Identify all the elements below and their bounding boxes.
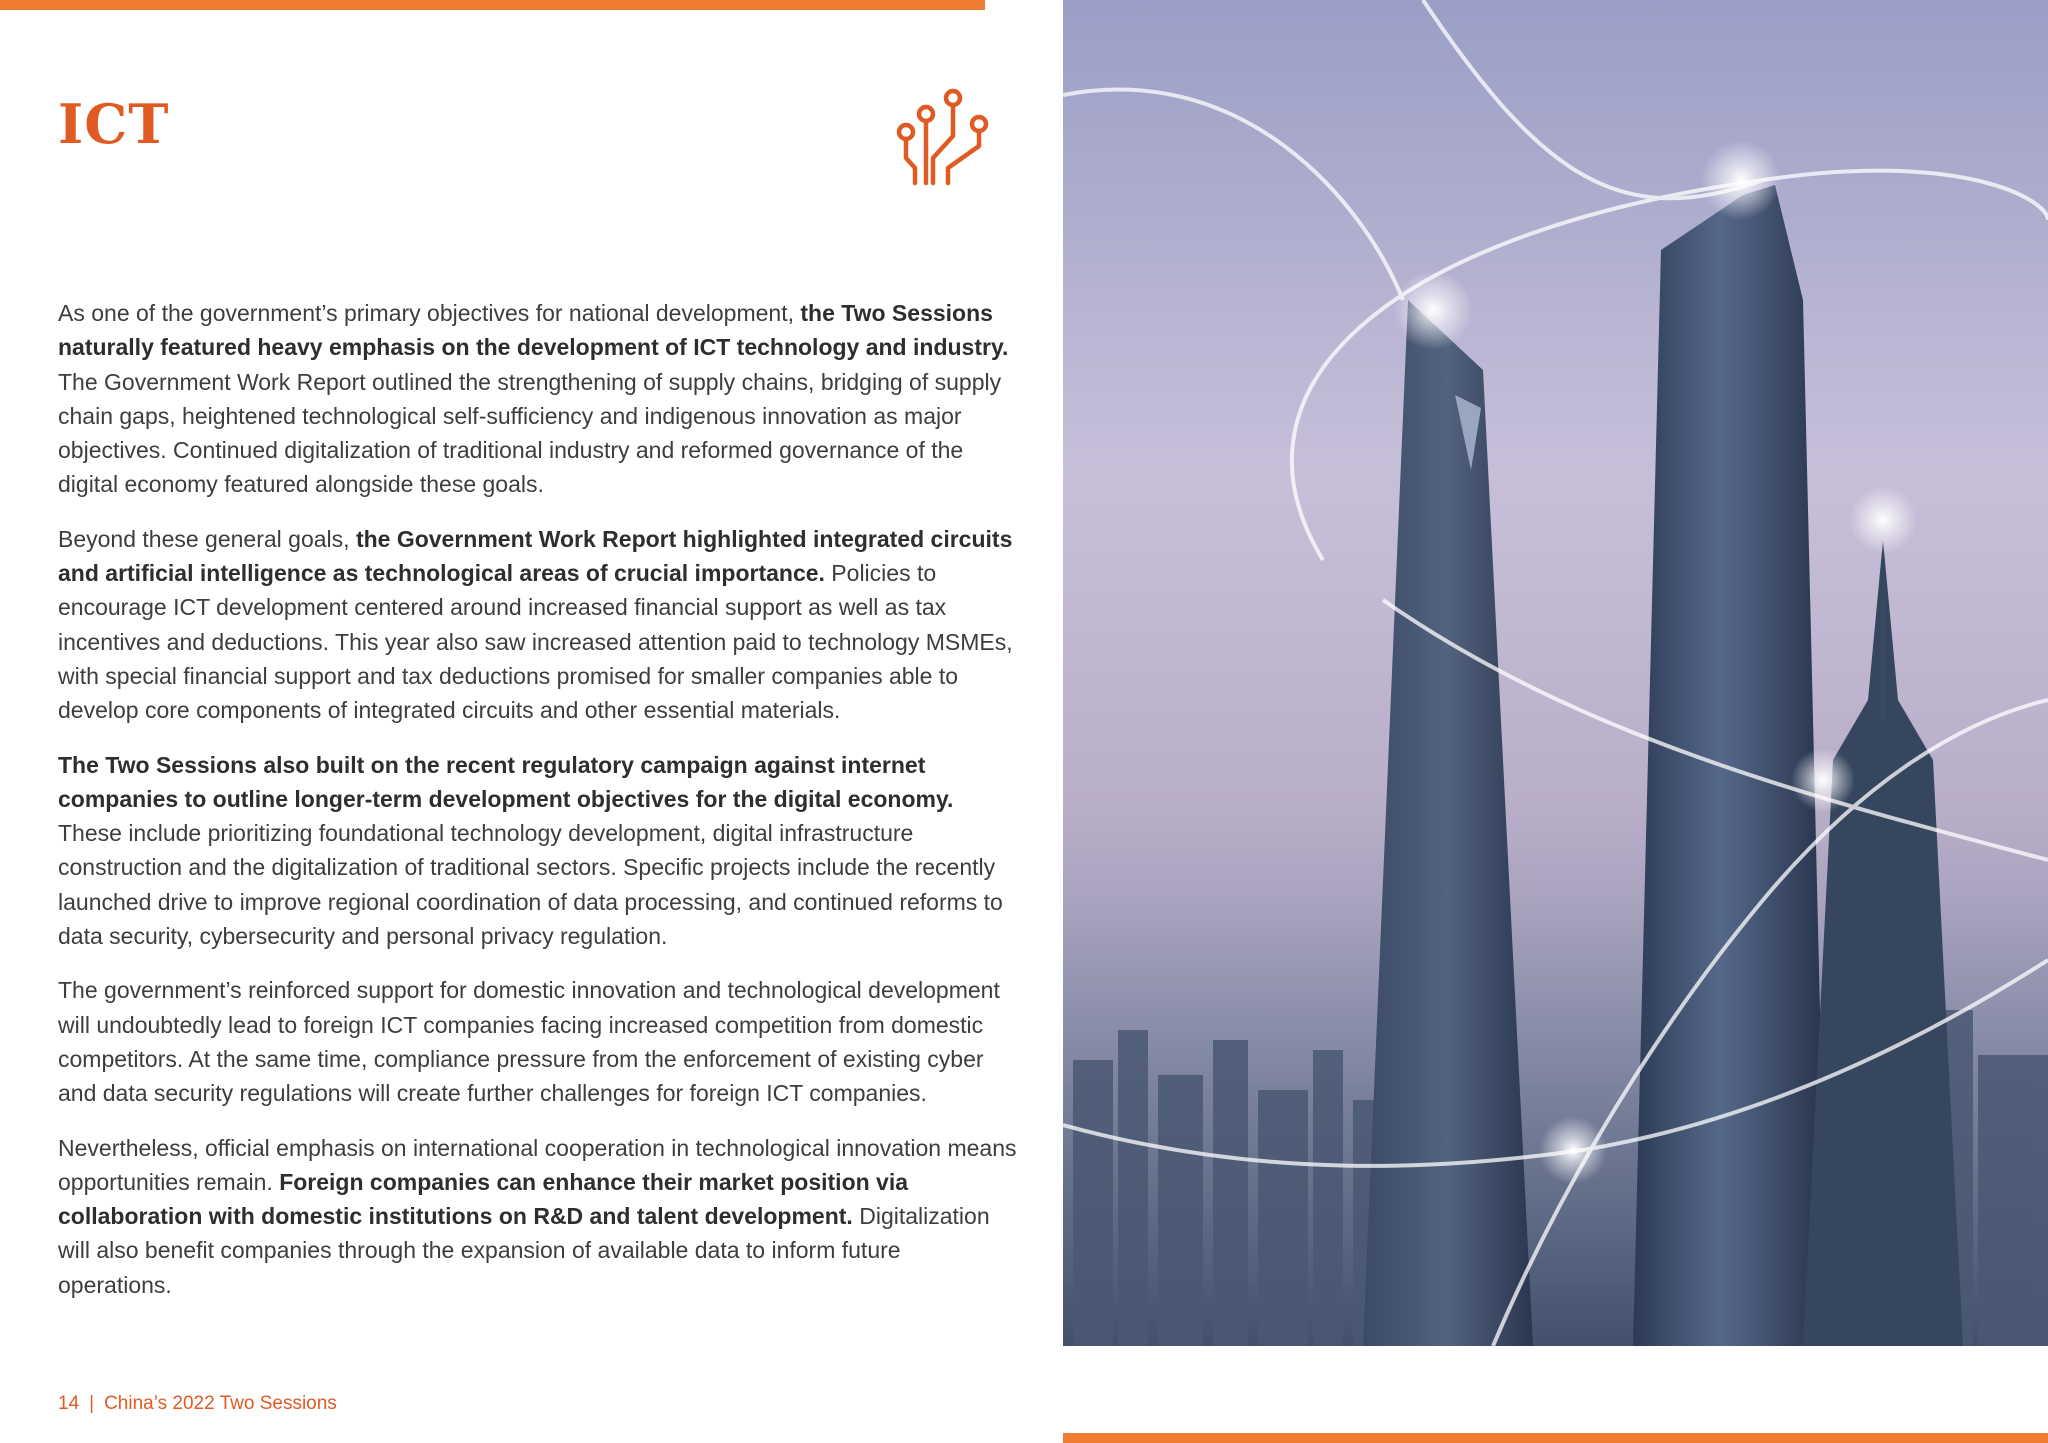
circuit-icon <box>893 86 989 186</box>
text-run: Nevertheless, official emphasis on international cooperation in technological innovation means opportunities remain. <box>58 1134 1017 1195</box>
text-run: These include prioritizing foundational technology development, digital infrastructure construction and the digitalization of traditional sectors. Specific projects include the recently launched drive to improve regional coordination of data processing, and continued reforms to data security, cybersecurity and personal privacy regulation. <box>58 820 1003 950</box>
body-text <box>58 296 1018 1322</box>
skyscraper-network-photo <box>1063 0 2048 1346</box>
paragraph <box>58 1131 1018 1302</box>
page-number: 14 <box>58 1393 80 1414</box>
text-run: The Government Work Report outlined the strengthening of supply chains, bridging of supply chain gaps, heightened technological self-sufficiency and indigenous innovation as major objectives. Continued digitalization of traditional industry and reformed governance of the digital economy featured alongside these goals. <box>58 368 1002 498</box>
text-run: The government’s reinforced support for domestic innovation and technological development will undoubtedly lead to foreign ICT companies facing increased competition from domestic competitors. At the same time, compliance pressure from the enforcement of existing cyber and data security regulations will create further challenges for foreign ICT companies. <box>58 977 1000 1107</box>
page-title: ICT <box>58 92 170 156</box>
publication-title: China’s 2022 Two Sessions <box>104 1393 337 1414</box>
paragraph <box>58 296 1018 502</box>
bottom-accent-bar <box>1063 1433 2048 1443</box>
top-accent-bar <box>0 0 985 10</box>
text-run: Beyond these general goals, <box>58 525 356 552</box>
paragraph <box>58 748 1018 954</box>
bold-text-run: The Two Sessions also built on the recent regulatory campaign against internet companies to outline longer-term development objectives for the digital economy. <box>58 751 954 812</box>
bold-text-run: Foreign companies can enhance their market position via collaboration with domestic institutions on R&D and talent development. <box>58 1168 909 1230</box>
bold-text-run: the Two Sessions naturally featured heavy emphasis on the development of ICT technology and industry. <box>58 300 1009 361</box>
text-run: Policies to encourage ICT development centered around increased financial support as well as tax incentives and deductions. This year also saw increased attention paid to technology MSMEs, with special financial support and tax deductions promised for smaller companies able to develop core components of integrated circuits and other essential materials. <box>58 560 1013 724</box>
paragraph <box>58 522 1018 728</box>
paragraph <box>58 973 1018 1110</box>
bold-text-run: the Government Work Report highlighted integrated circuits and artificial intelligence as technological areas of crucial importance. <box>58 525 1013 587</box>
footer <box>58 1393 337 1415</box>
text-run: Digitalization will also benefit companies through the expansion of available data to inform future operations. <box>58 1203 990 1298</box>
footer-separator: | <box>89 1393 95 1414</box>
text-run: As one of the government’s primary objectives for national development, <box>58 300 801 326</box>
